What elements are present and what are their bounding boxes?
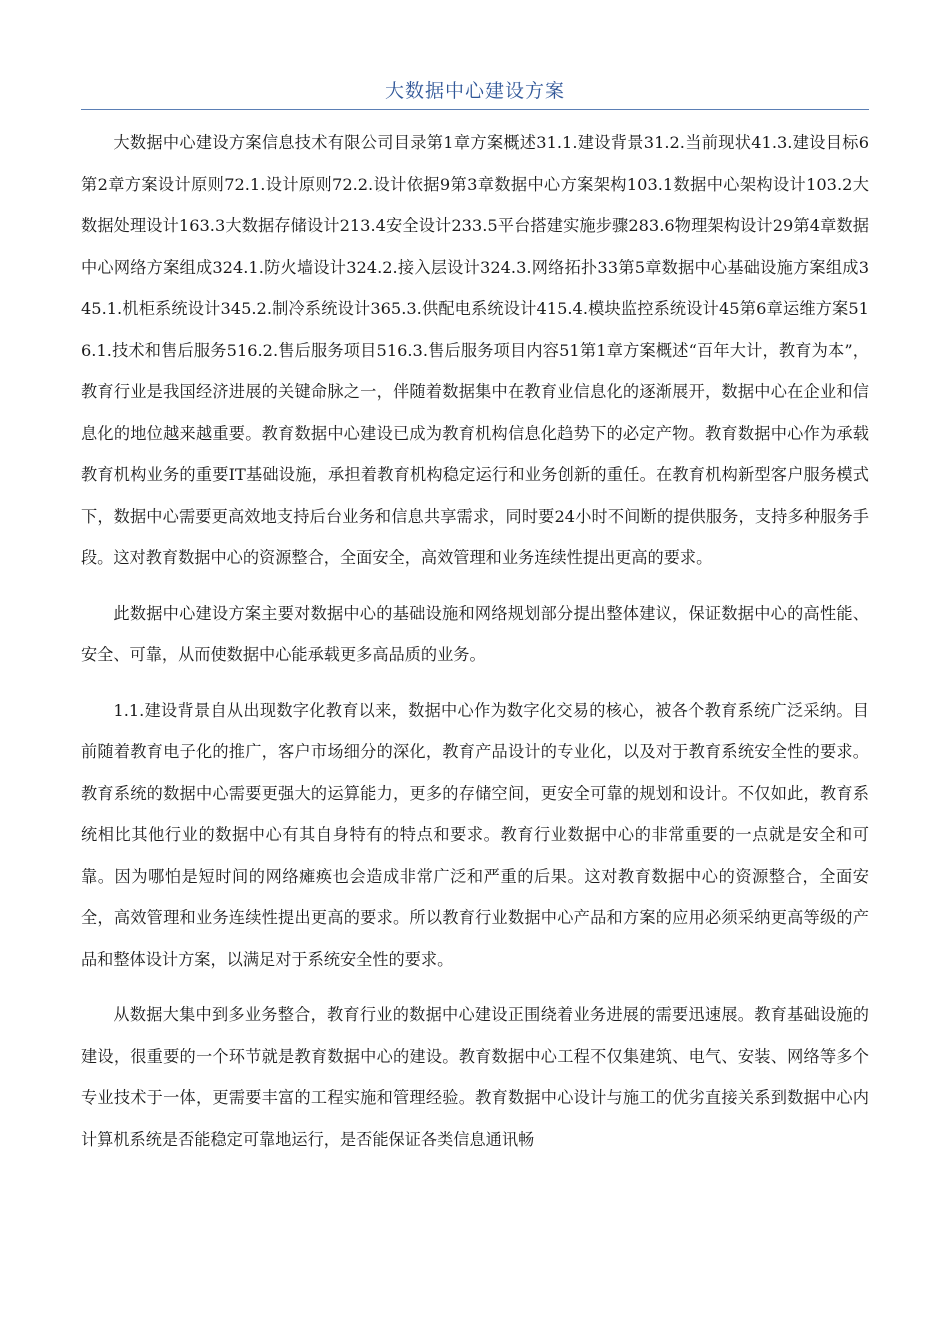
document-header [81, 78, 869, 110]
document-body [81, 122, 869, 1160]
document-title: 大数据中心建设方案 [384, 80, 565, 102]
paragraph-integration: 从数据大集中到多业务整合，教育行业的数据中心建设正围绕着业务进展的需要迅速展。教育基础设施的建设，很重要的一个环节就是教育数据中心的建设。教育数据中心工程不仅集建筑、电气、安装、网络等多个专业技术于一体，更需要丰富的工程实施和管理经验。教育数据中心设计与施工的优劣直接关系到数据中心内计算机系统是否能稳定可靠地运行，是否能保证各类信息通讯畅 [81, 1005, 869, 1149]
paragraph-background: 1.1.建设背景自从出现数字化教育以来，数据中心作为数字化交易的核心，被各个教育系统广泛采纳。目前随着教育电子化的推广，客户市场细分的深化，教育产品设计的专业化，以及对于教育系统安全性的要求。教育系统的数据中心需要更强大的运算能力，更多的存储空间，更安全可靠的规划和设计。不仅如此，教育系统相比其他行业的数据中心有其自身特有的特点和要求。教育行业数据中心的非常重要的一点就是安全和可靠。因为哪怕是短时间的网络瘫痪也会造成非常广泛和严重的后果。这对教育数据中心的资源整合，全面安全，高效管理和业务连续性提出更高的要求。所以教育行业数据中心产品和方案的应用必须采纳更高等级的产品和整体设计方案，以满足对于系统安全性的要求。 [81, 700, 869, 969]
paragraph-toc-overview: 大数据中心建设方案信息技术有限公司目录第1章方案概述31.1.建设背景31.2.当前现状41.3.建设目标6第2章方案设计原则72.1.设计原则72.2.设计依据9第3章数据中心方案架构103.1数据中心架构设计103.2大数据处理设计163.3大数据存储设计213.4安全设计233.5平台搭建实施步骤283.6物理架构设计29第4章数据中心网络方案组成324.1.防火墙设计324.2.接入层设计324.3.网络拓扑33第5章数据中心基础设施方案组成345.1.机柜系统设计345.2.制冷系统设计365.3.供配电系统设计415.4.模块监控系统设计45第6章运维方案516.1.技术和售后服务516.2.售后服务项目516.3.售后服务项目内容51第1章方案概述“百年大计，教育为本”，教育行业是我国经济进展的关键命脉之一，伴随着数据集中在教育业信息化的逐渐展开，数据中心在企业和信息化的地位越来越重要。教育数据中心建设已成为教育机构信息化趋势下的必定产物。教育数据中心作为承载教育机构业务的重要IT基础设施，承担着教育机构稳定运行和业务创新的重任。在教育机构新型客户服务模式下，数据中心需要更高效地支持后台业务和信息共享需求，同时要24小时不间断的提供服务，支持多种服务手段。这对教育数据中心的资源整合，全面安全，高效管理和业务连续性提出更高的要求。 [81, 133, 869, 567]
paragraph-proposal-summary: 此数据中心建设方案主要对数据中心的基础设施和网络规划部分提出整体建议，保证数据中心的高性能、安全、可靠，从而使数据中心能承载更多高品质的业务。 [81, 603, 869, 664]
